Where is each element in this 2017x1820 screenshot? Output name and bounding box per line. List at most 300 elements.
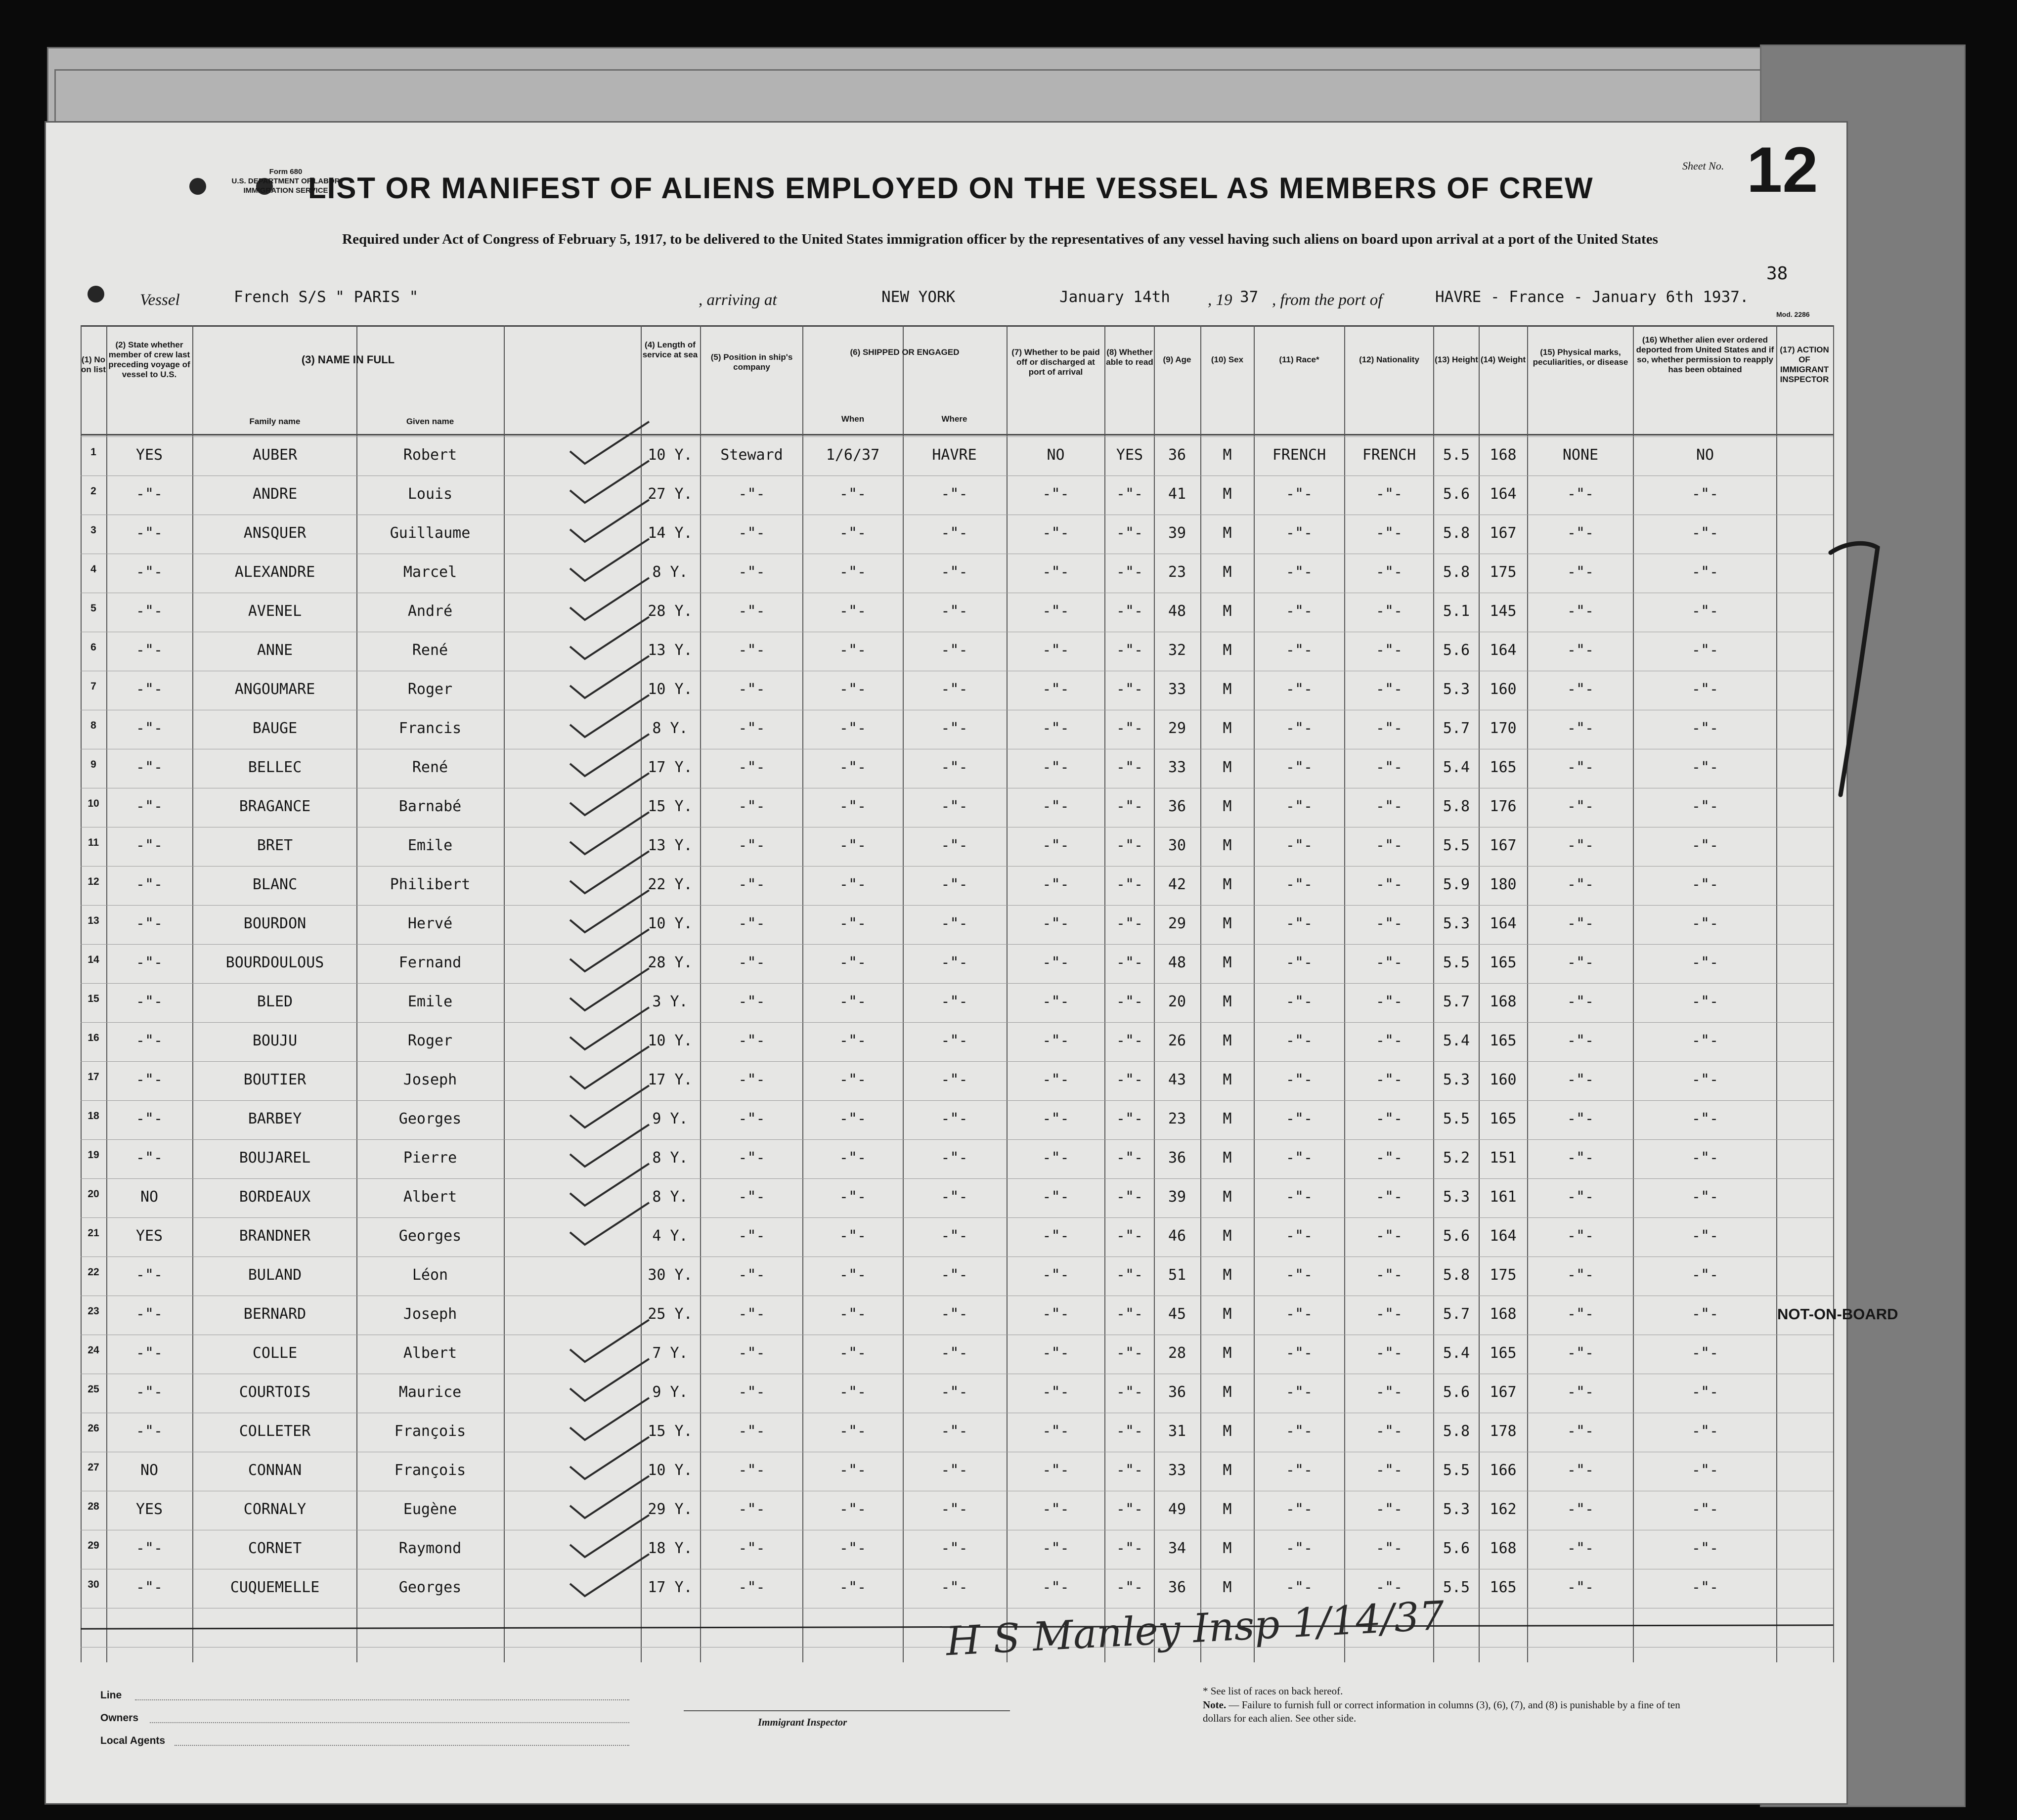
cell-deported: -"- bbox=[1691, 1188, 1719, 1206]
cell-position: -"- bbox=[738, 642, 765, 659]
cell-age: 41 bbox=[1168, 485, 1186, 503]
check-mark bbox=[570, 851, 649, 893]
cell-weight: 167 bbox=[1490, 837, 1517, 854]
cell-no: 20 bbox=[88, 1188, 99, 1200]
row-rule bbox=[81, 1217, 1833, 1218]
cell-race: -"- bbox=[1285, 1423, 1313, 1440]
cell-nat: -"- bbox=[1375, 1579, 1403, 1596]
cell-weight: 160 bbox=[1490, 681, 1517, 698]
cell-race: -"- bbox=[1285, 1579, 1313, 1596]
cell-weight: 164 bbox=[1490, 642, 1517, 659]
cell-where: -"- bbox=[941, 642, 968, 659]
cell-when: -"- bbox=[839, 759, 867, 776]
cell-read: -"- bbox=[1116, 837, 1143, 854]
cell-where: -"- bbox=[941, 993, 968, 1010]
cell-nat: -"- bbox=[1375, 837, 1403, 854]
check-mark bbox=[570, 773, 649, 815]
cell-when: 1/6/37 bbox=[826, 446, 880, 464]
cell-family: BOURDON bbox=[243, 915, 307, 932]
cell-prev: -"- bbox=[135, 837, 163, 854]
cell-paid: NO bbox=[1047, 446, 1065, 464]
cell-no: 11 bbox=[88, 837, 99, 848]
cell-prev: -"- bbox=[135, 720, 163, 737]
cell-paid: -"- bbox=[1042, 798, 1069, 815]
cell-service: 9 Y. bbox=[652, 1110, 688, 1127]
cell-read: -"- bbox=[1116, 759, 1143, 776]
cell-marks: -"- bbox=[1567, 1462, 1594, 1479]
cell-given: Fernand bbox=[398, 954, 462, 971]
cell-race: -"- bbox=[1285, 1110, 1313, 1127]
cell-nat: -"- bbox=[1375, 1266, 1403, 1284]
cell-nat: -"- bbox=[1375, 1188, 1403, 1206]
cell-marks: -"- bbox=[1567, 876, 1594, 893]
col-header-deported: (16) Whether alien ever ordered deported from United States and if so, whether permission to reapply has been obtained bbox=[1636, 335, 1774, 374]
cell-no: 10 bbox=[88, 798, 99, 809]
cell-prev: -"- bbox=[135, 642, 163, 659]
cell-family: BOURDOULOUS bbox=[225, 954, 324, 971]
cell-age: 45 bbox=[1168, 1305, 1186, 1323]
cell-deported: -"- bbox=[1691, 1423, 1719, 1440]
col-header-marks: (15) Physical marks, peculiarities, or disease bbox=[1533, 347, 1628, 367]
cell-height: 5.3 bbox=[1443, 1071, 1470, 1088]
cell-deported: -"- bbox=[1691, 642, 1719, 659]
cell-sex: M bbox=[1223, 1266, 1232, 1284]
note-text: — Failure to furnish full or correct information in columns (3), (6), (7), and (8) is punishable by a fine of ten dollars for each alien. See other side. bbox=[1203, 1699, 1680, 1724]
cell-where: -"- bbox=[941, 603, 968, 620]
cell-height: 5.1 bbox=[1443, 603, 1470, 620]
cell-race: -"- bbox=[1285, 1462, 1313, 1479]
cell-read: -"- bbox=[1116, 954, 1143, 971]
cell-read: -"- bbox=[1116, 1071, 1143, 1088]
cell-deported: -"- bbox=[1691, 759, 1719, 776]
cell-service: 3 Y. bbox=[652, 993, 688, 1010]
binding-hole bbox=[189, 178, 206, 195]
cell-paid: -"- bbox=[1042, 524, 1069, 542]
cell-family: COURTOIS bbox=[239, 1384, 311, 1401]
cell-paid: -"- bbox=[1042, 1344, 1069, 1362]
races-note: * See list of races on back hereof. bbox=[1203, 1685, 1343, 1697]
departure-info: HAVRE - France - January 6th 1937. bbox=[1435, 288, 1749, 306]
cell-nat: -"- bbox=[1375, 1462, 1403, 1479]
cell-sex: M bbox=[1223, 1305, 1232, 1323]
cell-deported: -"- bbox=[1691, 1540, 1719, 1557]
cell-given: Pierre bbox=[403, 1149, 457, 1167]
cell-marks: -"- bbox=[1567, 642, 1594, 659]
cell-age: 36 bbox=[1168, 446, 1186, 464]
cell-family: BORDEAUX bbox=[239, 1188, 311, 1206]
cell-paid: -"- bbox=[1042, 1540, 1069, 1557]
cell-given: Emile bbox=[407, 837, 453, 854]
cell-position: -"- bbox=[738, 1384, 765, 1401]
cell-no: 5 bbox=[90, 603, 96, 614]
cell-deported: -"- bbox=[1691, 1344, 1719, 1362]
cell-no: 24 bbox=[88, 1344, 99, 1356]
cell-paid: -"- bbox=[1042, 1501, 1069, 1518]
cell-read: -"- bbox=[1116, 1423, 1143, 1440]
cell-read: -"- bbox=[1116, 798, 1143, 815]
cell-prev: -"- bbox=[135, 759, 163, 776]
cell-deported: -"- bbox=[1691, 1227, 1719, 1245]
cell-nat: -"- bbox=[1375, 1149, 1403, 1167]
cell-nat: -"- bbox=[1375, 524, 1403, 542]
cell-read: -"- bbox=[1116, 642, 1143, 659]
cell-position: -"- bbox=[738, 837, 765, 854]
cell-nat: -"- bbox=[1375, 485, 1403, 503]
cell-sex: M bbox=[1223, 1540, 1232, 1557]
cell-when: -"- bbox=[839, 1032, 867, 1049]
cell-family: BOUTIER bbox=[243, 1071, 307, 1088]
cell-when: -"- bbox=[839, 563, 867, 581]
cell-sex: M bbox=[1223, 1344, 1232, 1362]
col-header-where: Where bbox=[941, 414, 967, 424]
cell-no: 1 bbox=[90, 446, 96, 458]
cell-prev: -"- bbox=[135, 1384, 163, 1401]
check-mark bbox=[570, 1476, 649, 1518]
cell-no: 14 bbox=[88, 954, 99, 965]
cell-prev: -"- bbox=[135, 1071, 163, 1088]
cell-age: 29 bbox=[1168, 720, 1186, 737]
cell-paid: -"- bbox=[1042, 603, 1069, 620]
cell-family: BAUGE bbox=[252, 720, 298, 737]
cell-age: 36 bbox=[1168, 798, 1186, 815]
cell-deported: -"- bbox=[1691, 837, 1719, 854]
cell-paid: -"- bbox=[1042, 954, 1069, 971]
cell-marks: -"- bbox=[1567, 1071, 1594, 1088]
cell-height: 5.2 bbox=[1443, 1149, 1470, 1167]
cell-marks: -"- bbox=[1567, 759, 1594, 776]
cell-sex: M bbox=[1223, 954, 1232, 971]
col-header-action: (17) ACTION OF IMMIGRANT INSPECTOR bbox=[1780, 345, 1829, 384]
crew-table bbox=[81, 325, 1898, 1662]
cell-weight: 178 bbox=[1490, 1423, 1517, 1440]
check-mark bbox=[570, 695, 649, 737]
cell-paid: -"- bbox=[1042, 1071, 1069, 1088]
cell-where: -"- bbox=[941, 485, 968, 503]
row-rule bbox=[81, 1178, 1833, 1179]
arrival-port: NEW YORK bbox=[881, 288, 956, 306]
cell-sex: M bbox=[1223, 681, 1232, 698]
cell-height: 5.5 bbox=[1443, 1110, 1470, 1127]
cell-service: 30 Y. bbox=[648, 1266, 693, 1284]
cell-race: -"- bbox=[1285, 1266, 1313, 1284]
cell-position: -"- bbox=[738, 993, 765, 1010]
cell-when: -"- bbox=[839, 681, 867, 698]
cell-position: -"- bbox=[738, 1423, 765, 1440]
cell-prev: NO bbox=[140, 1188, 159, 1206]
cell-height: 5.8 bbox=[1443, 1423, 1470, 1440]
cell-no: 12 bbox=[88, 876, 99, 887]
cell-deported: -"- bbox=[1691, 798, 1719, 815]
cell-when: -"- bbox=[839, 1110, 867, 1127]
col-header-sex: (10) Sex bbox=[1211, 355, 1244, 364]
cell-marks: -"- bbox=[1567, 485, 1594, 503]
cell-service: 13 Y. bbox=[648, 642, 693, 659]
cell-weight: 165 bbox=[1490, 1032, 1517, 1049]
cell-nat: -"- bbox=[1375, 915, 1403, 932]
cell-given: François bbox=[394, 1462, 466, 1479]
cell-where: -"- bbox=[941, 1110, 968, 1127]
cell-given: Eugène bbox=[403, 1501, 457, 1518]
cell-race: -"- bbox=[1285, 603, 1313, 620]
service: IMMIGRATION SERVICE bbox=[243, 186, 328, 195]
cell-paid: -"- bbox=[1042, 720, 1069, 737]
cell-where: -"- bbox=[941, 1032, 968, 1049]
cell-family: BERNARD bbox=[243, 1305, 307, 1323]
cell-where: -"- bbox=[941, 1579, 968, 1596]
cell-service: 8 Y. bbox=[652, 1188, 688, 1206]
cell-weight: 164 bbox=[1490, 915, 1517, 932]
cell-family: ANGOUMARE bbox=[234, 681, 315, 698]
cell-given: Roger bbox=[407, 1032, 453, 1049]
cell-paid: -"- bbox=[1042, 1149, 1069, 1167]
cell-prev: -"- bbox=[135, 954, 163, 971]
check-mark bbox=[570, 1554, 649, 1596]
cell-where: -"- bbox=[941, 915, 968, 932]
cell-deported: -"- bbox=[1691, 1501, 1719, 1518]
cell-nat: -"- bbox=[1375, 1110, 1403, 1127]
cell-race: -"- bbox=[1285, 876, 1313, 893]
cell-no: 13 bbox=[88, 915, 99, 926]
voyage-line bbox=[90, 288, 1781, 313]
cell-nat: -"- bbox=[1375, 1501, 1403, 1518]
header-bottom-rule bbox=[81, 434, 1833, 435]
cell-weight: 165 bbox=[1490, 1579, 1517, 1596]
cell-family: BRANDNER bbox=[239, 1227, 311, 1245]
check-mark bbox=[570, 1398, 649, 1440]
cell-weight: 168 bbox=[1490, 993, 1517, 1010]
cell-where: -"- bbox=[941, 1188, 968, 1206]
cell-no: 19 bbox=[88, 1149, 99, 1161]
cell-no: 23 bbox=[88, 1305, 99, 1317]
col-header-weight: (14) Weight bbox=[1480, 355, 1526, 364]
cell-service: 28 Y. bbox=[648, 603, 693, 620]
cell-race: -"- bbox=[1285, 1305, 1313, 1323]
cell-no: 26 bbox=[88, 1423, 99, 1434]
year-prefix: , 19 bbox=[1208, 291, 1232, 309]
cell-action: NOT-ON-BOARD bbox=[1777, 1305, 1898, 1323]
cell-prev: -"- bbox=[135, 1344, 163, 1362]
cell-sex: M bbox=[1223, 1188, 1232, 1206]
cell-no: 25 bbox=[88, 1384, 99, 1395]
cell-age: 48 bbox=[1168, 954, 1186, 971]
page-title: LIST OR MANIFEST OF ALIENS EMPLOYED ON THE VESSEL AS MEMBERS OF CREW bbox=[308, 172, 1594, 205]
row-rule bbox=[81, 866, 1833, 867]
cell-read: -"- bbox=[1116, 915, 1143, 932]
cell-weight: 165 bbox=[1490, 759, 1517, 776]
cell-no: 2 bbox=[90, 485, 96, 497]
cell-where: -"- bbox=[941, 681, 968, 698]
cell-family: BOUJAREL bbox=[239, 1149, 311, 1167]
cell-given: Marcel bbox=[403, 563, 457, 581]
cell-prev: -"- bbox=[135, 1032, 163, 1049]
cell-deported: -"- bbox=[1691, 524, 1719, 542]
cell-no: 22 bbox=[88, 1266, 99, 1278]
cell-given: Georges bbox=[398, 1579, 462, 1596]
cell-position: -"- bbox=[738, 798, 765, 815]
cell-marks: -"- bbox=[1567, 1384, 1594, 1401]
col-header-read: (8) Whether able to read bbox=[1106, 347, 1153, 367]
cell-sex: M bbox=[1223, 1462, 1232, 1479]
cell-height: 5.5 bbox=[1443, 1462, 1470, 1479]
cell-no: 6 bbox=[90, 642, 96, 653]
cell-age: 28 bbox=[1168, 1344, 1186, 1362]
cell-no: 29 bbox=[88, 1540, 99, 1551]
cell-no: 28 bbox=[88, 1501, 99, 1512]
cell-position: -"- bbox=[738, 759, 765, 776]
cell-nat: -"- bbox=[1375, 1227, 1403, 1245]
cell-no: 9 bbox=[90, 759, 96, 770]
cell-sex: M bbox=[1223, 603, 1232, 620]
cell-sex: M bbox=[1223, 915, 1232, 932]
cell-weight: 145 bbox=[1490, 603, 1517, 620]
cell-paid: -"- bbox=[1042, 759, 1069, 776]
cell-position: -"- bbox=[738, 1501, 765, 1518]
handwritten-mark bbox=[1821, 518, 1890, 815]
line-label: Line bbox=[100, 1690, 122, 1701]
cell-position: -"- bbox=[738, 1227, 765, 1245]
cell-no: 16 bbox=[88, 1032, 99, 1043]
cell-height: 5.3 bbox=[1443, 681, 1470, 698]
cell-weight: 162 bbox=[1490, 1501, 1517, 1518]
cell-race: -"- bbox=[1285, 1149, 1313, 1167]
cell-paid: -"- bbox=[1042, 1462, 1069, 1479]
cell-paid: -"- bbox=[1042, 681, 1069, 698]
check-mark bbox=[570, 1007, 649, 1049]
cell-read: -"- bbox=[1116, 603, 1143, 620]
cell-height: 5.5 bbox=[1443, 954, 1470, 971]
cell-paid: -"- bbox=[1042, 1188, 1069, 1206]
cell-when: -"- bbox=[839, 642, 867, 659]
cell-family: BELLEC bbox=[248, 759, 302, 776]
cell-where: -"- bbox=[941, 1384, 968, 1401]
cell-sex: M bbox=[1223, 1384, 1232, 1401]
cell-family: CUQUEMELLE bbox=[230, 1579, 320, 1596]
cell-age: 23 bbox=[1168, 563, 1186, 581]
cell-service: 10 Y. bbox=[648, 446, 693, 464]
cell-read: -"- bbox=[1116, 524, 1143, 542]
cell-deported: -"- bbox=[1691, 954, 1719, 971]
cell-deported: -"- bbox=[1691, 1071, 1719, 1088]
col-header-name: (3) NAME IN FULL bbox=[301, 353, 395, 366]
cell-height: 5.8 bbox=[1443, 524, 1470, 542]
cell-age: 36 bbox=[1168, 1384, 1186, 1401]
cell-deported: -"- bbox=[1691, 1149, 1719, 1167]
cell-family: ANDRE bbox=[252, 485, 298, 503]
cell-family: ANSQUER bbox=[243, 524, 307, 542]
cell-height: 5.7 bbox=[1443, 720, 1470, 737]
cell-where: -"- bbox=[941, 837, 968, 854]
cell-sex: M bbox=[1223, 1423, 1232, 1440]
cell-service: 14 Y. bbox=[648, 524, 693, 542]
check-mark bbox=[570, 617, 649, 659]
cell-when: -"- bbox=[839, 837, 867, 854]
cell-height: 5.6 bbox=[1443, 1227, 1470, 1245]
cell-age: 36 bbox=[1168, 1579, 1186, 1596]
cell-paid: -"- bbox=[1042, 915, 1069, 932]
cell-position: -"- bbox=[738, 681, 765, 698]
cell-nat: -"- bbox=[1375, 759, 1403, 776]
requirement-text: Required under Act of Congress of February 5, 1917, to be delivered to the United States immigration officer by the representatives of any vessel having such aliens on board upon arrival at a port of the United States bbox=[342, 231, 1658, 247]
cell-prev: -"- bbox=[135, 1305, 163, 1323]
cell-height: 5.6 bbox=[1443, 642, 1470, 659]
cell-family: BLANC bbox=[252, 876, 298, 893]
check-mark bbox=[570, 461, 649, 503]
cell-prev: YES bbox=[135, 446, 163, 464]
cell-given: Roger bbox=[407, 681, 453, 698]
cell-family: COLLETER bbox=[239, 1423, 311, 1440]
cell-given: Léon bbox=[412, 1266, 448, 1284]
cell-height: 5.3 bbox=[1443, 915, 1470, 932]
cell-race: -"- bbox=[1285, 1032, 1313, 1049]
cell-when: -"- bbox=[839, 524, 867, 542]
cell-sex: M bbox=[1223, 485, 1232, 503]
cell-deported: -"- bbox=[1691, 876, 1719, 893]
cell-deported: -"- bbox=[1691, 681, 1719, 698]
cell-paid: -"- bbox=[1042, 993, 1069, 1010]
cell-height: 5.5 bbox=[1443, 446, 1470, 464]
cell-read: YES bbox=[1116, 446, 1143, 464]
cell-given: Maurice bbox=[398, 1384, 462, 1401]
cell-given: Raymond bbox=[398, 1540, 462, 1557]
cell-paid: -"- bbox=[1042, 1110, 1069, 1127]
cell-given: René bbox=[412, 759, 448, 776]
cell-when: -"- bbox=[839, 485, 867, 503]
penalty-note bbox=[1203, 1698, 1697, 1725]
col-header-height: (13) Height bbox=[1435, 355, 1478, 364]
cell-no: 15 bbox=[88, 993, 99, 1004]
inspector-signature-line bbox=[684, 1710, 1010, 1711]
cell-sex: M bbox=[1223, 876, 1232, 893]
cell-marks: -"- bbox=[1567, 915, 1594, 932]
cell-nat: -"- bbox=[1375, 876, 1403, 893]
cell-age: 30 bbox=[1168, 837, 1186, 854]
cell-no: 4 bbox=[90, 563, 96, 575]
cell-where: -"- bbox=[941, 720, 968, 737]
cell-marks: -"- bbox=[1567, 1305, 1594, 1323]
cell-race: -"- bbox=[1285, 524, 1313, 542]
cell-marks: -"- bbox=[1567, 563, 1594, 581]
check-mark bbox=[570, 890, 649, 932]
cell-marks: -"- bbox=[1567, 954, 1594, 971]
cell-height: 5.7 bbox=[1443, 1305, 1470, 1323]
cell-sex: M bbox=[1223, 1110, 1232, 1127]
cell-family: AUBER bbox=[252, 446, 298, 464]
cell-where: -"- bbox=[941, 1540, 968, 1557]
cell-weight: 176 bbox=[1490, 798, 1517, 815]
cell-race: -"- bbox=[1285, 798, 1313, 815]
cell-prev: -"- bbox=[135, 1579, 163, 1596]
cell-where: -"- bbox=[941, 798, 968, 815]
cell-no: 17 bbox=[88, 1071, 99, 1083]
check-mark bbox=[570, 1164, 649, 1206]
cell-weight: 175 bbox=[1490, 1266, 1517, 1284]
cell-position: -"- bbox=[738, 1032, 765, 1049]
cell-sex: M bbox=[1223, 1149, 1232, 1167]
cell-height: 5.3 bbox=[1443, 1501, 1470, 1518]
cell-nat: -"- bbox=[1375, 1540, 1403, 1557]
cell-age: 36 bbox=[1168, 1149, 1186, 1167]
cell-family: CONNAN bbox=[248, 1462, 302, 1479]
cell-where: -"- bbox=[941, 954, 968, 971]
cell-service: 10 Y. bbox=[648, 1032, 693, 1049]
department: U.S. DEPARTMENT OF LABOR bbox=[231, 177, 340, 185]
cell-when: -"- bbox=[839, 1540, 867, 1557]
cell-given: Hervé bbox=[407, 915, 453, 932]
cell-position: -"- bbox=[738, 876, 765, 893]
cell-age: 51 bbox=[1168, 1266, 1186, 1284]
cell-sex: M bbox=[1223, 1579, 1232, 1596]
cell-weight: 164 bbox=[1490, 1227, 1517, 1245]
